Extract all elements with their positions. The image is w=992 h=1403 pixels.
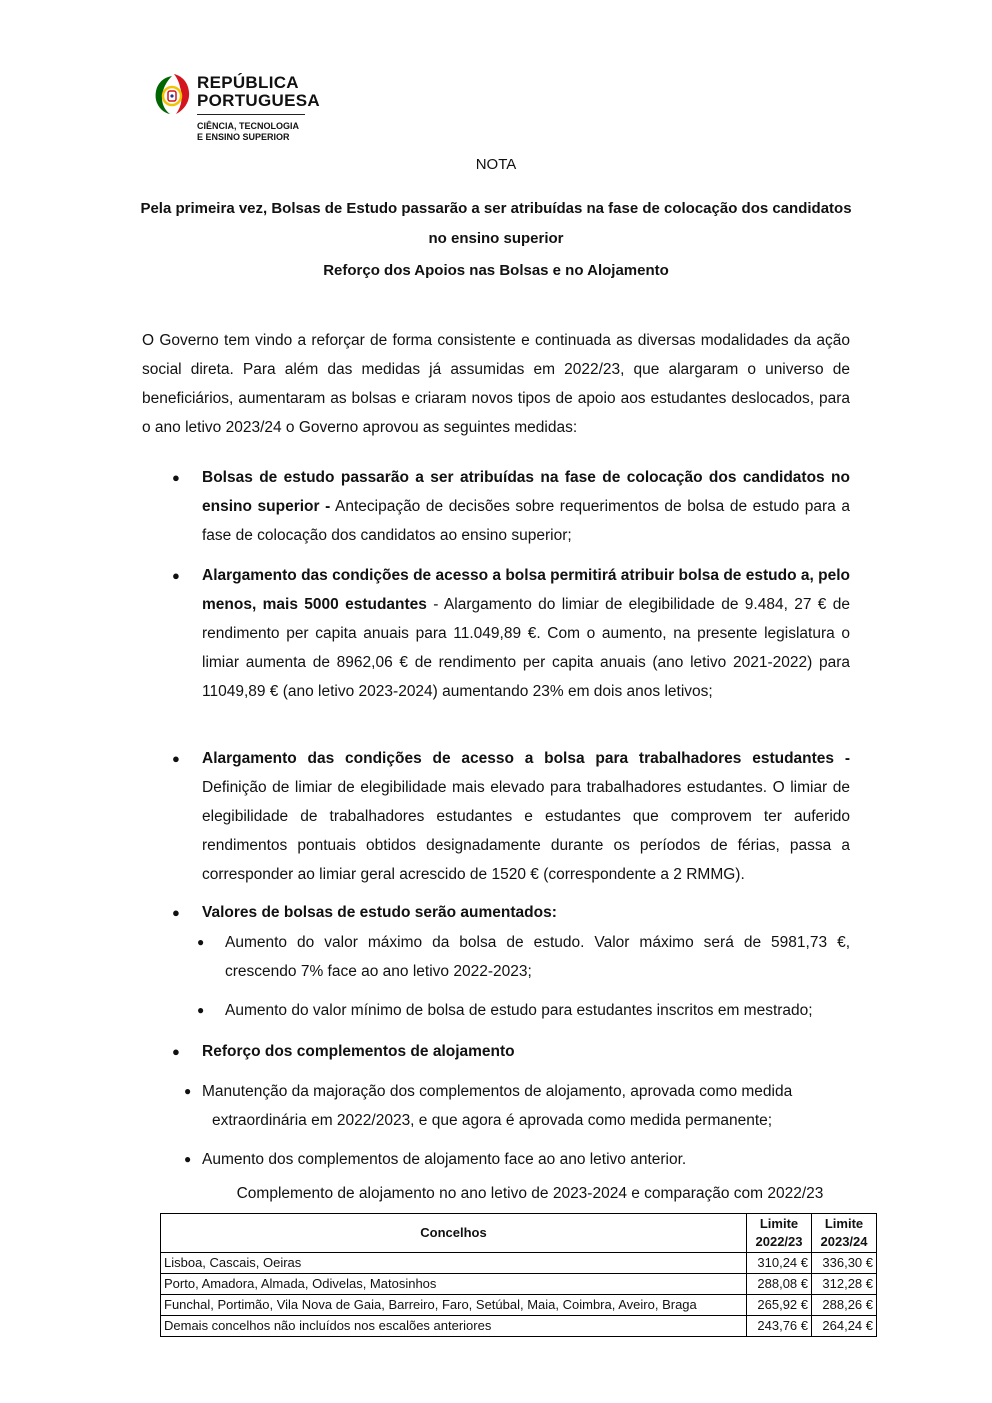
column-header-concelhos: Concelhos	[161, 1214, 747, 1253]
logo-ministry-line-2: E ENSINO SUPERIOR	[197, 132, 290, 142]
logo-divider	[197, 114, 305, 115]
bullet-icon: ●	[172, 1044, 180, 1059]
table-cell-concelhos: Lisboa, Cascais, Oeiras	[161, 1253, 747, 1274]
bullet-text: Antecipação de decisões sobre requerimentos de bolsa de estudo para a fase de colocação dos candidatos ao ensino superior;	[202, 498, 850, 544]
table-cell-limit-2022-23: 310,24 €	[747, 1253, 812, 1274]
logo-line-1: REPÚBLICA	[197, 73, 299, 92]
government-logo	[152, 70, 322, 150]
bullet-icon: ●	[197, 935, 205, 949]
table-cell-concelhos: Porto, Amadora, Almada, Odivelas, Matosinhos	[161, 1274, 747, 1295]
sub-list-item	[197, 996, 850, 1025]
document-subheadline: Reforço dos Apoios nas Bolsas e no Alojamento	[323, 262, 669, 279]
table-row	[161, 1316, 877, 1337]
table-cell-limit-2022-23: 243,76 €	[747, 1316, 812, 1337]
bullet-bold-text: Reforço dos complementos de alojamento	[202, 1043, 515, 1060]
bullet-bold-text: Alargamento das condições de acesso a bolsa para trabalhadores estudantes -	[202, 750, 850, 767]
bullet-bold-text: Alargamento das condições de acesso a bolsa permitirá atribuir bolsa de estudo a, pelo menos, mais 5000 estudantes	[202, 567, 850, 613]
bullet-text: Definição de limiar de elegibilidade mais elevado para trabalhadores estudantes. O limiar de elegibilidade de trabalhadores estudantes e estudantes que comprovem ter auferido rendimentos pontuais obtidos designadamente durante os períodos de férias, passa a corresponder ao limiar geral acrescido de 1520 € (correspondente a 2 RMMG).	[202, 779, 850, 883]
housing-bullet-first-line: Aumento dos complementos de alojamento face ao ano letivo anterior.	[202, 1151, 687, 1168]
housing-bullet-first-line: Manutenção da majoração dos complementos de alojamento, aprovada como medida	[202, 1083, 793, 1100]
sub-list-item	[197, 928, 850, 986]
bullet-text: - Alargamento do limiar de elegibilidade de 9.484, 27 € de rendimento per capita anuais para 11.049,89 €. Com o aumento, na presente legislatura o limiar aumenta de 8962,06 € de rendimento per capita anuais (ano letivo 2021-2022) para 11049,89 € (ano letivo 2023-2024) aumentando 23% em dois anos letivos;	[202, 596, 851, 700]
table-cell-limit-2023-24: 288,26 €	[812, 1295, 877, 1316]
table-cell-limit-2022-23: 265,92 €	[747, 1295, 812, 1316]
table-row	[161, 1274, 877, 1295]
bullet-icon: ●	[172, 905, 180, 920]
sub-bullet-text: Aumento do valor máximo da bolsa de estudo. Valor máximo será de 5981,73 €, crescendo 7% face ao ano letivo 2022-2023;	[225, 934, 850, 980]
bullet-icon: ●	[172, 470, 180, 485]
housing-list-item	[184, 1145, 850, 1174]
list-item	[172, 744, 850, 889]
table-cell-limit-2022-23: 288,08 €	[747, 1274, 812, 1295]
table-header-row	[161, 1214, 877, 1253]
bullet-icon: ●	[172, 568, 180, 583]
list-item	[172, 561, 851, 706]
column-header-limit-2023-24: Limite 2023/24	[812, 1214, 877, 1253]
table-caption: Complemento de alojamento no ano letivo de 2023-2024 e comparação com 2022/23	[236, 1185, 824, 1202]
list-item	[172, 898, 850, 927]
table-cell-concelhos: Funchal, Portimão, Vila Nova de Gaia, Barreiro, Faro, Setúbal, Maia, Coimbra, Aveiro, Braga	[161, 1295, 747, 1316]
housing-complement-table	[160, 1213, 877, 1337]
logo-ministry-line-1: CIÊNCIA, TECNOLOGIA	[197, 121, 300, 131]
table-row	[161, 1253, 877, 1274]
bullet-bold-text: Bolsas de estudo passarão a ser atribuídas na fase de colocação dos candidatos no ensino superior -	[202, 469, 850, 515]
table-cell-concelhos: Demais concelhos não incluídos nos escalões anteriores	[161, 1316, 747, 1337]
table-cell-limit-2023-24: 264,24 €	[812, 1316, 877, 1337]
list-item	[172, 463, 850, 550]
document-label: NOTA	[475, 156, 517, 173]
table-row	[161, 1295, 877, 1316]
bullet-icon: ●	[184, 1084, 192, 1098]
sub-bullet-text: Aumento do valor mínimo de bolsa de estudo para estudantes inscritos em mestrado;	[225, 1002, 813, 1019]
coat-of-arms-icon	[152, 72, 192, 116]
column-header-limit-2022-23: Limite 2022/23	[747, 1214, 812, 1253]
document-headline: Pela primeira vez, Bolsas de Estudo passarão a ser atribuídas na fase de colocação dos candidatos no ensino superior	[140, 200, 852, 247]
bullet-icon: ●	[197, 1003, 205, 1017]
housing-bullet-continuation: extraordinária em 2022/2023, e que agora é aprovada como medida permanente;	[212, 1112, 773, 1129]
table-cell-limit-2023-24: 336,30 €	[812, 1253, 877, 1274]
intro-paragraph: O Governo tem vindo a reforçar de forma consistente e continuada as diversas modalidades da ação social direta. Para além das medidas já assumidas em 2022/23, que alargaram o universo de beneficiários, aumentaram as bolsas e criaram novos tipos de apoio aos estudantes deslocados, para o ano letivo 2023/24 o Governo aprovou as seguintes medidas:	[142, 332, 850, 436]
bullet-icon: ●	[184, 1152, 192, 1166]
list-item	[172, 1037, 850, 1066]
bullet-icon: ●	[172, 751, 180, 766]
housing-list-item	[184, 1077, 850, 1135]
logo-line-2: PORTUGUESA	[197, 91, 320, 110]
table-cell-limit-2023-24: 312,28 €	[812, 1274, 877, 1295]
bullet-bold-text: Valores de bolsas de estudo serão aumentados:	[202, 904, 557, 921]
